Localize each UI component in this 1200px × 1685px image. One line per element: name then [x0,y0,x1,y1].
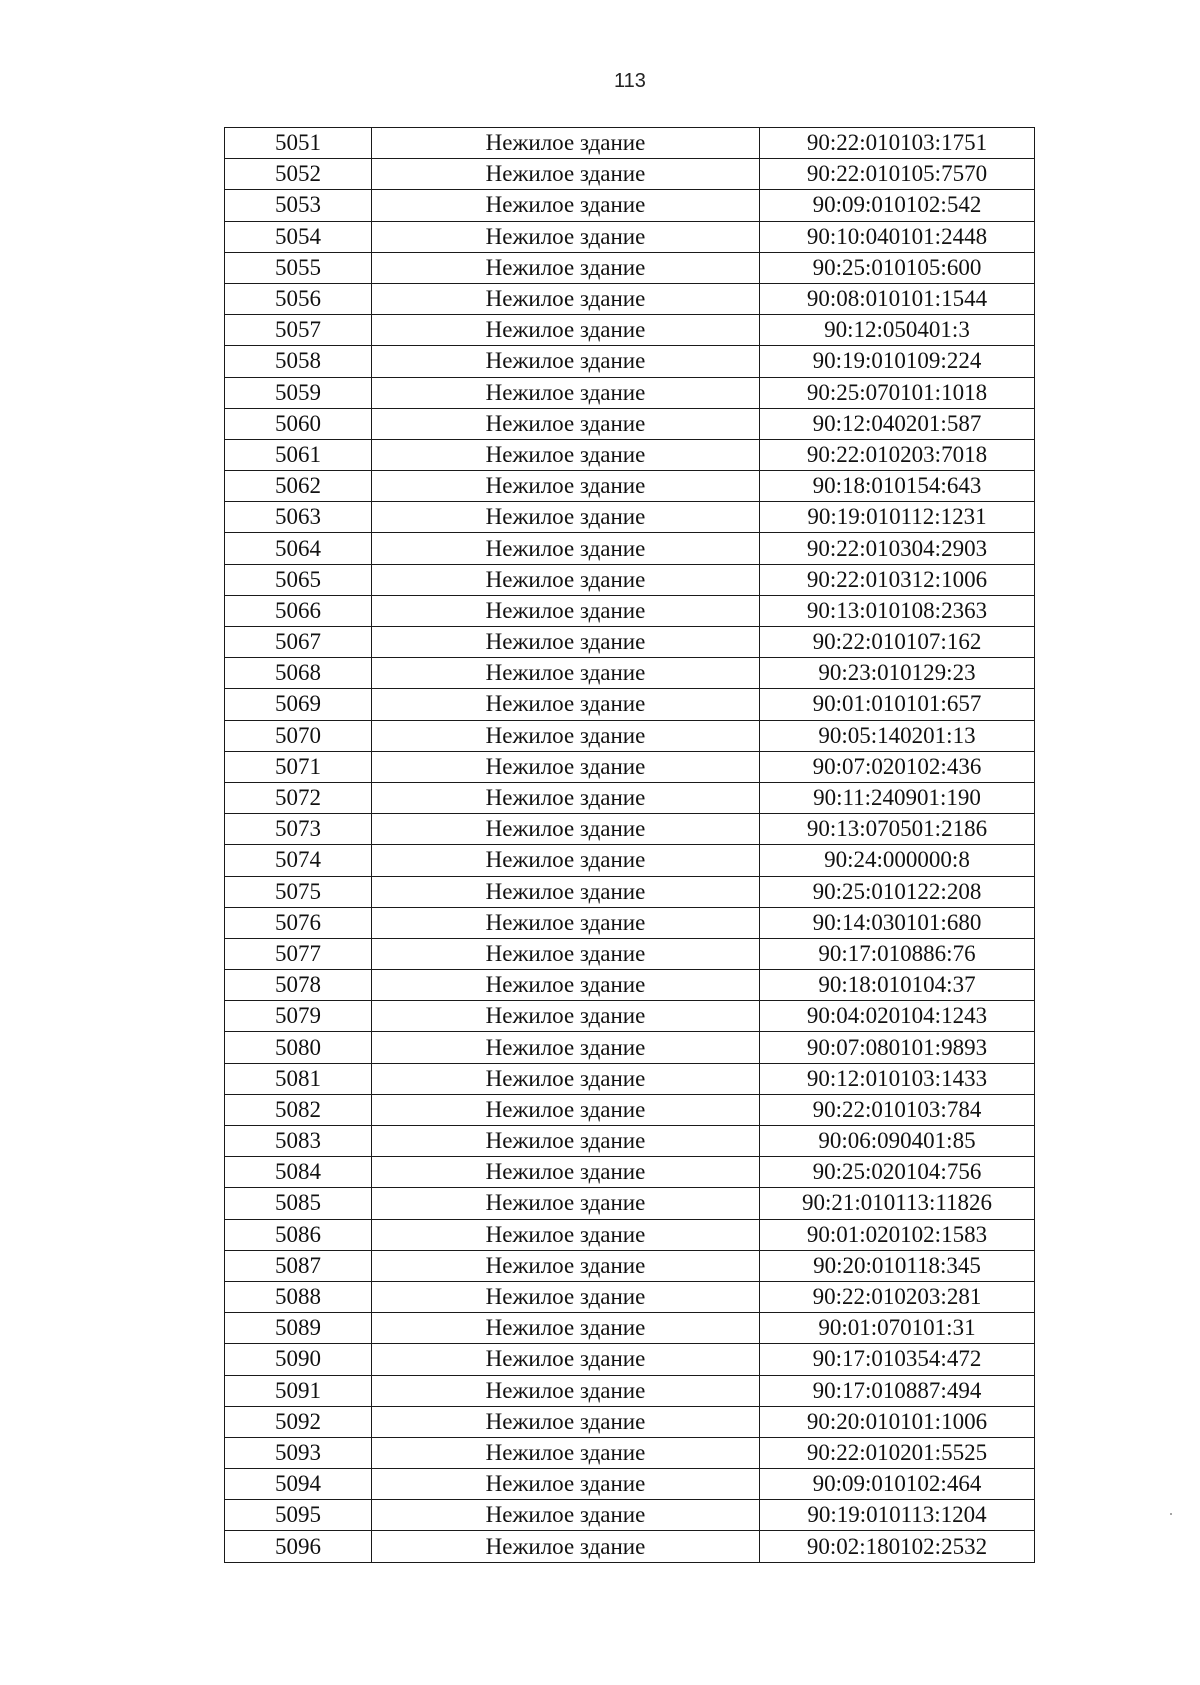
cadastral-number-cell: 90:23:010129:23 [760,658,1035,689]
table-row [225,159,1035,190]
cadastral-number-cell: 90:02:180102:2532 [760,1531,1035,1562]
table-row [225,377,1035,408]
object-type-cell: Нежилое здание [372,283,760,314]
row-number-cell: 5054 [225,221,372,252]
table-row [225,1469,1035,1500]
object-type-cell: Нежилое здание [372,814,760,845]
cadastral-number-cell: 90:12:040201:587 [760,408,1035,439]
table-row [225,533,1035,564]
table-row [225,1500,1035,1531]
object-type-cell: Нежилое здание [372,315,760,346]
table-row [225,502,1035,533]
row-number-cell: 5051 [225,128,372,159]
object-type-cell: Нежилое здание [372,1437,760,1468]
row-number-cell: 5058 [225,346,372,377]
cadastral-number-cell: 90:22:010203:7018 [760,439,1035,470]
cadastral-number-cell: 90:22:010107:162 [760,627,1035,658]
table-row [225,689,1035,720]
row-number-cell: 5072 [225,782,372,813]
cadastral-number-cell: 90:11:240901:190 [760,782,1035,813]
row-number-cell: 5087 [225,1250,372,1281]
object-type-cell: Нежилое здание [372,221,760,252]
table-row [225,658,1035,689]
table-row [225,1250,1035,1281]
table-row [225,720,1035,751]
object-type-cell: Нежилое здание [372,564,760,595]
table-row [225,1188,1035,1219]
cadastral-number-cell: 90:22:010105:7570 [760,159,1035,190]
object-type-cell: Нежилое здание [372,128,760,159]
row-number-cell: 5055 [225,252,372,283]
row-number-cell: 5069 [225,689,372,720]
table-row [225,1313,1035,1344]
row-number-cell: 5080 [225,1032,372,1063]
table-row [225,1001,1035,1032]
cadastral-number-cell: 90:18:010154:643 [760,471,1035,502]
cadastral-number-cell: 90:01:020102:1583 [760,1219,1035,1250]
cadastral-number-cell: 90:13:070501:2186 [760,814,1035,845]
object-type-cell: Нежилое здание [372,471,760,502]
object-type-cell: Нежилое здание [372,502,760,533]
page-number: 113 [614,70,646,92]
row-number-cell: 5063 [225,502,372,533]
cadastral-number-cell: 90:08:010101:1544 [760,283,1035,314]
object-type-cell: Нежилое здание [372,1531,760,1562]
table-row [225,315,1035,346]
cadastral-number-cell: 90:12:010103:1433 [760,1063,1035,1094]
row-number-cell: 5083 [225,1126,372,1157]
registry-table-body [225,128,1035,1563]
cadastral-number-cell: 90:13:010108:2363 [760,595,1035,626]
table-row [225,221,1035,252]
object-type-cell: Нежилое здание [372,1469,760,1500]
table-row [225,1281,1035,1312]
row-number-cell: 5086 [225,1219,372,1250]
object-type-cell: Нежилое здание [372,1250,760,1281]
cadastral-number-cell: 90:05:140201:13 [760,720,1035,751]
row-number-cell: 5059 [225,377,372,408]
table-row [225,1437,1035,1468]
cadastral-number-cell: 90:22:010203:281 [760,1281,1035,1312]
row-number-cell: 5065 [225,564,372,595]
cadastral-number-cell: 90:07:080101:9893 [760,1032,1035,1063]
table-row [225,1219,1035,1250]
object-type-cell: Нежилое здание [372,1001,760,1032]
row-number-cell: 5090 [225,1344,372,1375]
object-type-cell: Нежилое здание [372,377,760,408]
row-number-cell: 5060 [225,408,372,439]
cadastral-number-cell: 90:24:000000:8 [760,845,1035,876]
object-type-cell: Нежилое здание [372,1344,760,1375]
table-row [225,970,1035,1001]
registry-table [224,127,1035,1563]
table-row [225,938,1035,969]
row-number-cell: 5095 [225,1500,372,1531]
cadastral-number-cell: 90:19:010113:1204 [760,1500,1035,1531]
row-number-cell: 5096 [225,1531,372,1562]
cadastral-number-cell: 90:17:010354:472 [760,1344,1035,1375]
row-number-cell: 5070 [225,720,372,751]
table-row [225,1344,1035,1375]
table-row [225,190,1035,221]
cadastral-number-cell: 90:14:030101:680 [760,907,1035,938]
table-row [225,1157,1035,1188]
row-number-cell: 5067 [225,627,372,658]
row-number-cell: 5068 [225,658,372,689]
cadastral-number-cell: 90:01:070101:31 [760,1313,1035,1344]
object-type-cell: Нежилое здание [372,1094,760,1125]
row-number-cell: 5073 [225,814,372,845]
row-number-cell: 5076 [225,907,372,938]
object-type-cell: Нежилое здание [372,658,760,689]
cadastral-number-cell: 90:22:010201:5525 [760,1437,1035,1468]
row-number-cell: 5057 [225,315,372,346]
table-row [225,1375,1035,1406]
object-type-cell: Нежилое здание [372,1063,760,1094]
cadastral-number-cell: 90:17:010887:494 [760,1375,1035,1406]
cadastral-number-cell: 90:21:010113:11826 [760,1188,1035,1219]
cadastral-number-cell: 90:20:010118:345 [760,1250,1035,1281]
object-type-cell: Нежилое здание [372,159,760,190]
cadastral-number-cell: 90:22:010304:2903 [760,533,1035,564]
table-row [225,252,1035,283]
row-number-cell: 5089 [225,1313,372,1344]
object-type-cell: Нежилое здание [372,346,760,377]
row-number-cell: 5092 [225,1406,372,1437]
object-type-cell: Нежилое здание [372,938,760,969]
cadastral-number-cell: 90:22:010103:1751 [760,128,1035,159]
row-number-cell: 5093 [225,1437,372,1468]
object-type-cell: Нежилое здание [372,1219,760,1250]
object-type-cell: Нежилое здание [372,1281,760,1312]
object-type-cell: Нежилое здание [372,439,760,470]
object-type-cell: Нежилое здание [372,1157,760,1188]
row-number-cell: 5071 [225,751,372,782]
scan-speck [1170,1513,1172,1515]
cadastral-number-cell: 90:25:070101:1018 [760,377,1035,408]
row-number-cell: 5066 [225,595,372,626]
row-number-cell: 5085 [225,1188,372,1219]
cadastral-number-cell: 90:19:010109:224 [760,346,1035,377]
table-row [225,907,1035,938]
object-type-cell: Нежилое здание [372,595,760,626]
table-row [225,782,1035,813]
table-row [225,1032,1035,1063]
object-type-cell: Нежилое здание [372,1032,760,1063]
cadastral-number-cell: 90:25:010122:208 [760,876,1035,907]
table-row [225,346,1035,377]
object-type-cell: Нежилое здание [372,1188,760,1219]
table-row [225,845,1035,876]
table-row [225,1094,1035,1125]
object-type-cell: Нежилое здание [372,252,760,283]
table-row [225,283,1035,314]
cadastral-number-cell: 90:06:090401:85 [760,1126,1035,1157]
object-type-cell: Нежилое здание [372,720,760,751]
object-type-cell: Нежилое здание [372,1500,760,1531]
table-row [225,814,1035,845]
table-row [225,439,1035,470]
object-type-cell: Нежилое здание [372,190,760,221]
cadastral-number-cell: 90:25:010105:600 [760,252,1035,283]
row-number-cell: 5082 [225,1094,372,1125]
cadastral-number-cell: 90:09:010102:464 [760,1469,1035,1500]
table-row [225,1063,1035,1094]
row-number-cell: 5084 [225,1157,372,1188]
row-number-cell: 5062 [225,471,372,502]
row-number-cell: 5052 [225,159,372,190]
table-row [225,408,1035,439]
cadastral-number-cell: 90:18:010104:37 [760,970,1035,1001]
object-type-cell: Нежилое здание [372,907,760,938]
cadastral-number-cell: 90:07:020102:436 [760,751,1035,782]
table-row [225,1531,1035,1562]
cadastral-number-cell: 90:04:020104:1243 [760,1001,1035,1032]
row-number-cell: 5056 [225,283,372,314]
table-row [225,128,1035,159]
object-type-cell: Нежилое здание [372,1313,760,1344]
row-number-cell: 5061 [225,439,372,470]
object-type-cell: Нежилое здание [372,876,760,907]
cadastral-number-cell: 90:10:040101:2448 [760,221,1035,252]
cadastral-number-cell: 90:22:010312:1006 [760,564,1035,595]
table-row [225,876,1035,907]
object-type-cell: Нежилое здание [372,408,760,439]
cadastral-number-cell: 90:19:010112:1231 [760,502,1035,533]
cadastral-number-cell: 90:12:050401:3 [760,315,1035,346]
object-type-cell: Нежилое здание [372,1375,760,1406]
cadastral-number-cell: 90:17:010886:76 [760,938,1035,969]
table-row [225,751,1035,782]
object-type-cell: Нежилое здание [372,689,760,720]
row-number-cell: 5079 [225,1001,372,1032]
object-type-cell: Нежилое здание [372,1126,760,1157]
row-number-cell: 5078 [225,970,372,1001]
row-number-cell: 5094 [225,1469,372,1500]
table-row [225,471,1035,502]
object-type-cell: Нежилое здание [372,782,760,813]
object-type-cell: Нежилое здание [372,845,760,876]
cadastral-number-cell: 90:25:020104:756 [760,1157,1035,1188]
object-type-cell: Нежилое здание [372,1406,760,1437]
cadastral-number-cell: 90:01:010101:657 [760,689,1035,720]
object-type-cell: Нежилое здание [372,627,760,658]
table-row [225,564,1035,595]
row-number-cell: 5074 [225,845,372,876]
row-number-cell: 5091 [225,1375,372,1406]
table-row [225,595,1035,626]
row-number-cell: 5064 [225,533,372,564]
object-type-cell: Нежилое здание [372,970,760,1001]
row-number-cell: 5088 [225,1281,372,1312]
cadastral-number-cell: 90:22:010103:784 [760,1094,1035,1125]
table-row [225,627,1035,658]
table-row [225,1406,1035,1437]
table-row [225,1126,1035,1157]
cadastral-number-cell: 90:09:010102:542 [760,190,1035,221]
row-number-cell: 5053 [225,190,372,221]
row-number-cell: 5075 [225,876,372,907]
object-type-cell: Нежилое здание [372,533,760,564]
row-number-cell: 5081 [225,1063,372,1094]
cadastral-number-cell: 90:20:010101:1006 [760,1406,1035,1437]
row-number-cell: 5077 [225,938,372,969]
object-type-cell: Нежилое здание [372,751,760,782]
